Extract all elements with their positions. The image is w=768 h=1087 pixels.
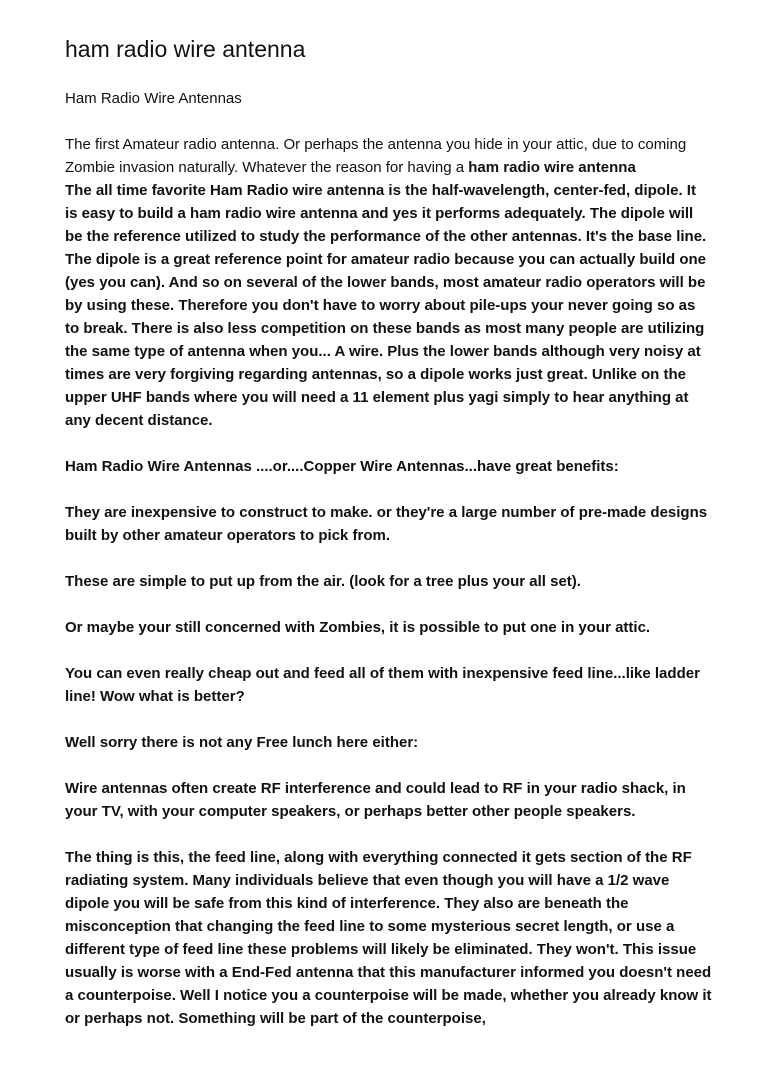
body-paragraph xyxy=(65,179,712,432)
body-paragraph xyxy=(65,846,712,1030)
paragraph-text: Well sorry there is not any Free lunch here either: xyxy=(65,734,419,751)
intro-paragraph xyxy=(65,133,712,179)
paragraph-text: You can even really cheap out and feed all of them with inexpensive feed line...like ladder line! Wow what is better? xyxy=(65,665,700,705)
intro-keyword: ham radio wire antenna xyxy=(468,159,636,176)
body-paragraph xyxy=(65,616,712,639)
paragraph-text: Wire antennas often create RF interference and could lead to RF in your radio shack, in your TV, with your computer speakers, or perhaps better other people speakers. xyxy=(65,780,686,820)
document-subtitle: Ham Radio Wire Antennas xyxy=(65,90,242,107)
intro-text: The first Amateur radio antenna. Or perhaps the antenna you hide in your attic, due to coming Zombie invasion naturally. Whatever the reason for having a xyxy=(65,136,687,176)
paragraph-text: Or maybe your still concerned with Zombies, it is possible to put one in your attic. xyxy=(65,619,651,636)
body-paragraph xyxy=(65,731,712,754)
paragraph-text: The thing is this, the feed line, along with everything connected it gets section of the RF radiating system. Many individuals believe that even though you will have a 1/2 wave dipole you will be safe from this kind of interference. They also are beneath the misconception that changing the feed line to some mysterious secret length, or use a different type of feed line these problems will likely be eliminated. They won't. This issue usually is worse with a End-Fed antenna that this manufacturer informed you doesn't need a counterpoise. Well I notice you a counterpoise will be made, whether you already know it or perhaps not. Something will be part of the counterpoise, xyxy=(65,849,712,1027)
page-title: ham radio wire antenna xyxy=(65,36,306,62)
body-paragraph xyxy=(65,570,712,593)
paragraph-text: The all time favorite Ham Radio wire antenna is the half-wavelength, center-fed, dipole. It is easy to build a ham radio wire antenna and yes it performs adequately. The dipole will be the reference utilized to study the performance of the other antennas. It's the base line. The dipole is a great reference point for amateur radio because you can actually build one (yes you can). And so on several of the lower bands, most amateur radio operators will be by using these. Therefore you don't have to worry about pile-ups your never going so as to break. There is also less competition on these bands as most many people are utilizing the same type of antenna when you... A wire. Plus the lower bands although very noisy at times are very forgiving regarding antennas, so a dipole works just great. Unlike on the upper UHF bands where you will need a 11 element plus yagi simply to hear anything at any decent distance. xyxy=(65,182,707,429)
body-paragraph xyxy=(65,455,712,478)
paragraph-text: They are inexpensive to construct to make. or they're a large number of pre-made designs built by other amateur operators to pick from. xyxy=(65,504,708,544)
paragraph-text: These are simple to put up from the air. (look for a tree plus your all set). xyxy=(65,573,581,590)
body-paragraph xyxy=(65,662,712,708)
paragraph-text: Ham Radio Wire Antennas ....or....Copper Wire Antennas...have great benefits: xyxy=(65,458,619,475)
body-paragraph xyxy=(65,777,712,823)
body-paragraph xyxy=(65,501,712,547)
